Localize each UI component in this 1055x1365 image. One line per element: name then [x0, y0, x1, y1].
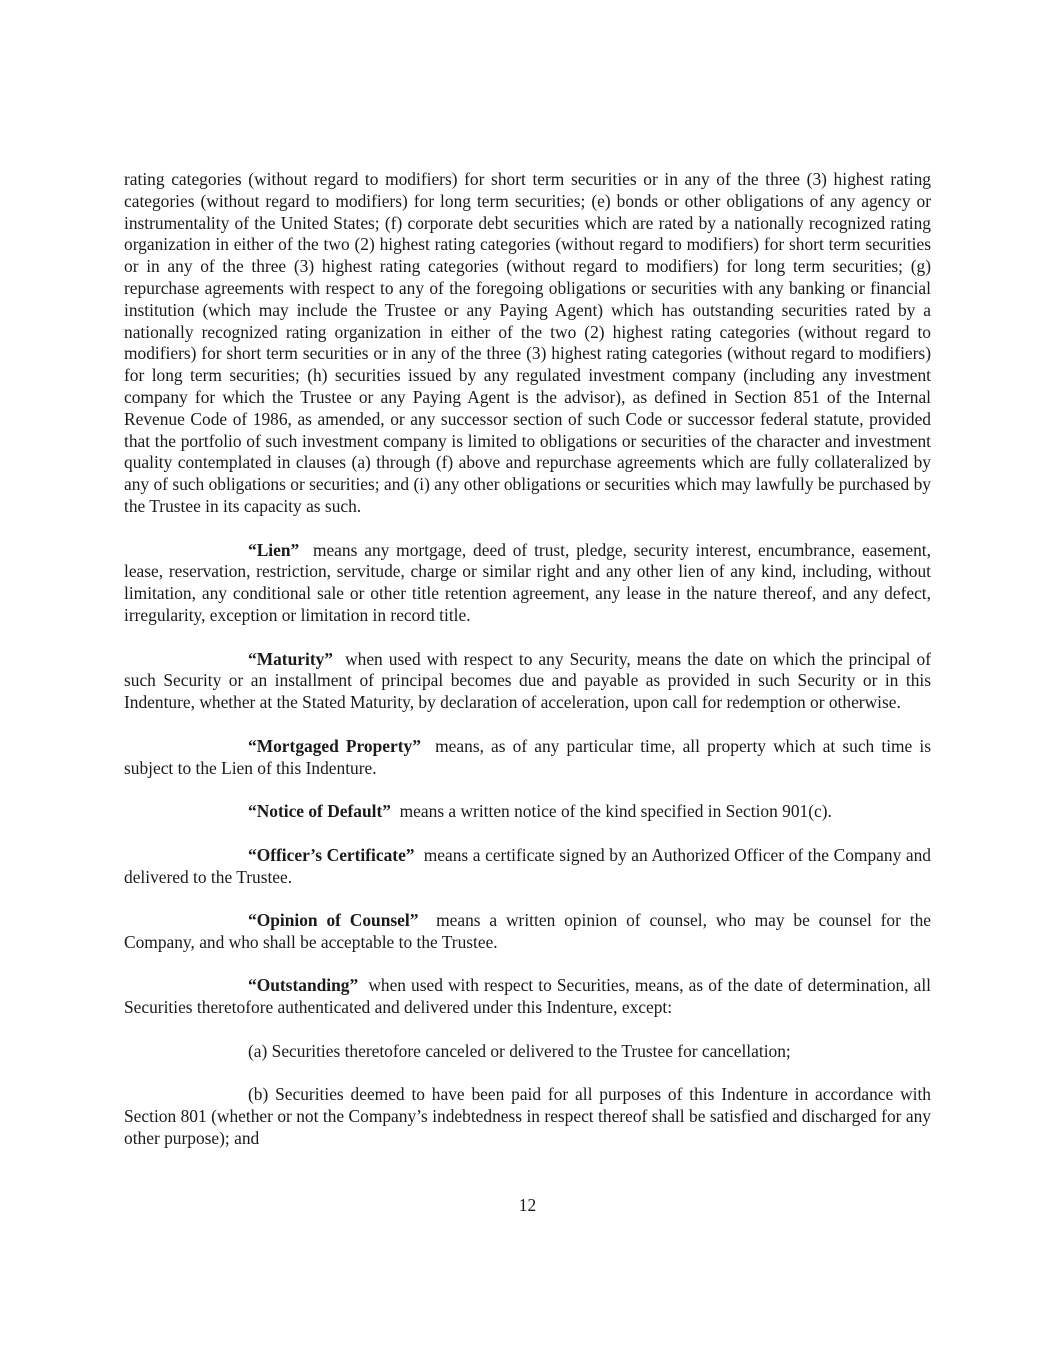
defined-term: “Notice of Default” [248, 801, 391, 822]
definition-text: means a written notice of the kind specified in Section 901(c). [399, 801, 832, 822]
page-number: 12 [518, 1195, 537, 1215]
clause-text: (a) Securities theretofore canceled or delivered to the Trustee for cancellation; [248, 1040, 791, 1061]
definition-outstanding [124, 975, 931, 1019]
definition-text: means, as of any particular time, all property which at such time is subject to the Lien of this Indenture. [124, 735, 931, 778]
definition-maturity [124, 649, 931, 714]
defined-term: “Officer’s Certificate” [248, 844, 415, 865]
definition-text: means any mortgage, deed of trust, pledge, security interest, encumbrance, easement, lease, reservation, restriction, servitude, charge or similar right and any other lien of any kind, including, without limitation, any conditional sale or other title retention agreement, any lease in the nature thereof, and any defect, irregularity, exception or limitation in record title. [124, 539, 931, 625]
paragraph-investments-continued [124, 169, 931, 518]
clause-a [124, 1041, 931, 1063]
clause-b [124, 1084, 931, 1149]
defined-term: “Maturity” [248, 648, 334, 669]
definition-mortgaged-property [124, 736, 931, 780]
definition-text: when used with respect to Securities, means, as of the date of determination, all Securities theretofore authenticated and delivered under this Indenture, except: [124, 975, 931, 1018]
defined-term: “Outstanding” [248, 975, 359, 996]
definition-lien [124, 540, 931, 627]
definition-text: when used with respect to any Security, means the date on which the principal of such Security or an installment of principal becomes due and payable as provided in such Security or in this Indenture, whether at the Stated Maturity, by declaration of acceleration, upon call for redemption or otherwise. [124, 648, 932, 713]
page-body [124, 169, 931, 1172]
definition-text: means a written opinion of counsel, who may be counsel for the Company, and who shall be acceptable to the Trustee. [124, 910, 932, 952]
definition-notice-of-default [124, 801, 931, 823]
definition-opinion-of-counsel [124, 910, 931, 954]
defined-term: “Lien” [248, 539, 300, 560]
definition-officers-certificate [124, 845, 931, 889]
defined-term: “Mortgaged Property” [248, 735, 421, 756]
defined-term: “Opinion of Counsel” [248, 910, 419, 931]
paragraph-text: rating categories (without regard to modifiers) for short term securities or in any of the three (3) highest rating categories (without regard to modifiers) for long term securities; (e) bonds or other obligations of any agency or instrumentality of the United States; (f) corporate debt securities which are rated by a nationally recognized rating organization in either of the two (2) highest rating categories (without regard to modifiers) for short term securities or in any of the three (3) highest rating categories (without regard to modifiers) for long term securities; (g) repurchase agreements with respect to any of the foregoing obligations or securities with any banking or financial institution (which may include the Trustee or any Paying Agent) which has outstanding securities rated by a nationally recognized rating organization in either of the two (2) highest rating categories (without regard to modifiers) for short term securities or in any of the three (3) highest rating categories (without regard to modifiers) for long term securities; (h) securities issued by any regulated investment company (including any investment company for which the Trustee or any Paying Agent is the advisor), as defined in Section 851 of the Internal Revenue Code of 1986, as amended, or any successor section of such Code or successor federal statute, provided that the portfolio of such investment company is limited to obligations or securities of the character and investment quality contemplated in clauses (a) through (f) above and repurchase agreements which are fully collateralized by any of such obligations or securities; and (i) any other obligations or securities which may lawfully be purchased by the Trustee in its capacity as such. [124, 169, 931, 516]
definition-text: means a certificate signed by an Authorized Officer of the Company and delivered to the Trustee. [124, 844, 931, 887]
clause-text: (b) Securities deemed to have been paid for all purposes of this Indenture in accordance with Section 801 (whether or not the Company’s indebtedness in respect thereof shall be satisfied and discharged for any other purpose); and [124, 1084, 931, 1149]
